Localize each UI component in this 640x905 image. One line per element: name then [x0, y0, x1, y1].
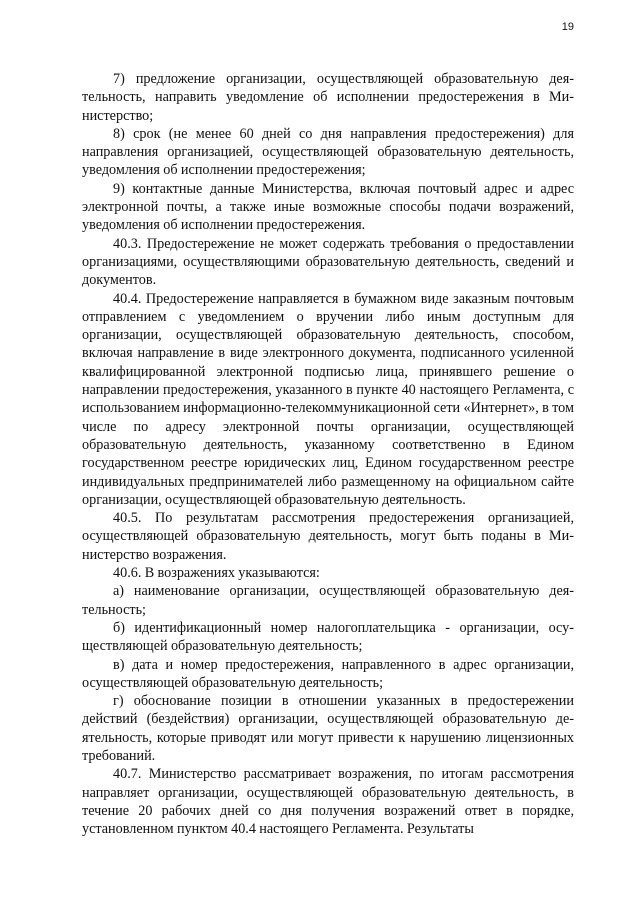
paragraph-40-6: 40.6. В возражениях указываются:	[113, 565, 320, 582]
page-number: 19	[561, 21, 574, 33]
paragraph-40-7: 40.7. Министерство рассматривает возражения, по итогам рассмотрения направляет организации, осуществляющей образовательную деятельность, в течение 20 рабочих дней со дня получения возражений ответ в порядке, установленном пунктом 40.4 настоящего Регламента. Результаты	[82, 766, 574, 838]
paragraph-40-4: 40.4. Предостережение направляется в бумажном виде заказным почтовым отправлением с уведомлением о вручении либо иным доступным для организации, осуществляющей образовательную деятельность, способом, включая направление в виде электронного документа, подписанного усиленной квалифицированной электронной подписью лица, принявшего решение о направлении предостережения, указанного в пункте 40 настоящего Регламента, с использованием информационно-телекоммуникационной сети «Интернет», в том числе по адресу электронной почты организации, осуществляющей образовательную деятельность, указанному соответственно в Едином государственном реестре юридических лиц, Едином государственном реестре индивидуальных предпринимателей либо размещенному на официальном сайте организации, осуществляющей образовательную деятельность.	[82, 290, 574, 508]
paragraph-item-8: 8) срок (не менее 60 дней со дня направления предостережения) для направления организацией, осуществляющей образовательную деятельность, уведомления об исполнении предостережения;	[82, 125, 574, 179]
paragraph-40-5: 40.5. По результатам рассмотрения предостережения организацией, осуществляющей образовательную деятельность, могут быть поданы в Министерство возражения.	[82, 510, 574, 563]
paragraph-item-b: б) идентификационный номер налогоплательщика - организации, осуществляющей образовательную деятельность;	[82, 619, 574, 655]
paragraph-item-a: а) наименование организации, осуществляющей образовательную деятельность;	[82, 583, 574, 618]
paragraph-item-g: г) обоснование позиции в отношении указанных в предостережении действий (бездействия) организации, осуществляющей образовательную деятельность, которые приводят или могут привести к нарушению лицензионных требований.	[82, 693, 574, 764]
document-body	[82, 70, 574, 838]
paragraph-item-9: 9) контактные данные Министерства, включая почтовый адрес и адрес электронной почты, а также иные возможные способы подачи возражений, уведомления об исполнении предостережения.	[82, 180, 574, 234]
paragraph-item-v: в) дата и номер предостережения, направленного в адрес организации, осуществляющей образовательную деятельность;	[82, 656, 574, 691]
paragraph-40-3: 40.3. Предостережение не может содержать требования о предоставлении организациями, осуществляющими образовательную деятельность, сведений и документов.	[82, 235, 574, 289]
paragraph-item-7: 7) предложение организации, осуществляющей образовательную деятельность, направить уведомление об исполнении предостережения в Министерство;	[82, 71, 574, 124]
